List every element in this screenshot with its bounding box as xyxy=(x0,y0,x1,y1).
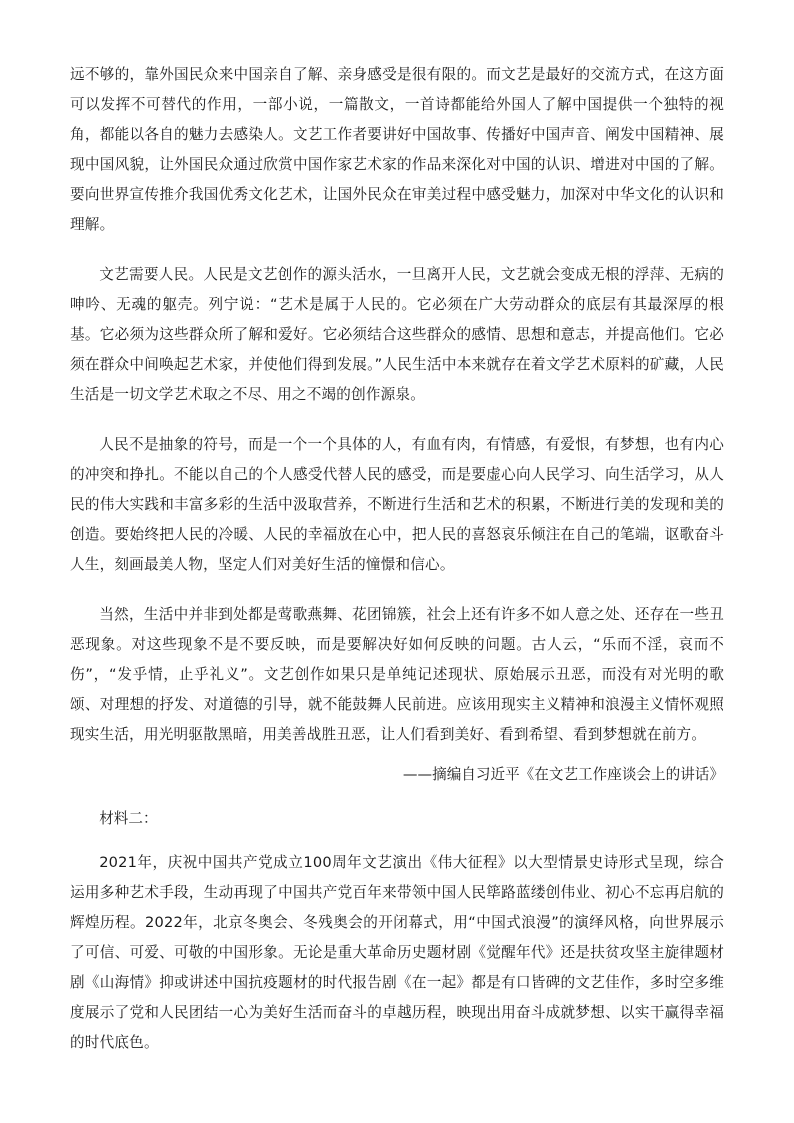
source-citation: ——摘编自习近平《在文艺工作座谈会上的讲话》 xyxy=(402,766,724,783)
paragraph-continuation: 远不够的，靠外国民众来中国亲自了解、亲身感受是很有限的。而文艺是最好的交流方式，在这方面可以发挥不可替代的作用，一部小说，一篇散文，一首诗都能给外国人了解中国提供一个独特的视角，都能以各自的魅力去感染人。文艺工作者要讲好中国故事、传播好中国声音、阐发中国精神、展现中国风貌，让外国民众通过欣赏中国作家艺术家的作品来深化对中国的认识、增进对中国的了解。要向世界宣传推介我国优秀文化艺术，让国外民众在审美过程中感受魅力，加深对中华文化的认识和理解。 xyxy=(70,66,724,233)
paragraph-material-two: 2021年，庆祝中国共产党成立100周年文艺演出《伟大征程》以大型情景史诗形式呈现，综合运用多种艺术手段，生动再现了中国共产党百年来带领中国人民筚路蓝缕创伟业、初心不忘再启航的辉煌历程。2022年，北京冬奥会、冬残奥会的开闭幕式，用“中国式浪漫”的演绎风格，向世界展示了可信、可爱、可敬的中国形象。无论是重大革命历史题材剧《觉醒年代》还是扶贫攻坚主旋律题材剧《山海情》抑或讲述中国抗疫题材的时代报告剧《在一起》都是有口皆碑的文艺佳作，多时空多维度展示了党和人民团结一心为美好生活而奋斗的卓越历程，映现出用奋斗成就梦想、以实干赢得幸福的时代底色。 xyxy=(70,854,724,1051)
paragraph-art-needs-people: 文艺需要人民。人民是文艺创作的源头活水，一旦离开人民，文艺就会变成无根的浮萍、无病的呻吟、无魂的躯壳。列宁说：“艺术是属于人民的。它必须在广大劳动群众的底层有其最深厚的根基。它必须为这些群众所了解和爱好。它必须结合这些群众的感情、思想和意志，并提高他们。它必须在群众中间唤起艺术家，并使他们得到发展。”人民生活中本来就存在着文学艺术原料的矿藏，人民生活是一切文学艺术取之不尽、用之不竭的创作源泉。 xyxy=(70,266,724,403)
paragraph-life-not-all-bright: 当然，生活中并非到处都是莺歌燕舞、花团锦簇，社会上还有许多不如人意之处、还存在一些丑恶现象。对这些现象不是不要反映，而是要解决好如何反映的问题。古人云，“乐而不淫，哀而不伤”，“发乎情，止乎礼义”。文艺创作如果只是单纯记述现状、原始展示丑恶，而没有对光明的歌颂、对理想的抒发、对道德的引导，就不能鼓舞人民前进。应该用现实主义精神和浪漫主义情怀观照现实生活，用光明驱散黑暗，用美善战胜丑恶，让人们看到美好、看到希望、看到梦想就在前方。 xyxy=(70,606,724,743)
paragraph-people-not-abstract: 人民不是抽象的符号，而是一个一个具体的人，有血有肉，有情感，有爱恨，有梦想，也有内心的冲突和挣扎。不能以自己的个人感受代替人民的感受，而是要虚心向人民学习、向生活学习，从人民的伟大实践和丰富多彩的生活中汲取营养，不断进行生活和艺术的积累，不断进行美的发现和美的创造。要始终把人民的冷暖、人民的幸福放在心中，把人民的喜怒哀乐倾注在自己的笔端，讴歌奋斗人生，刻画最美人物，坚定人们对美好生活的憧憬和信心。 xyxy=(70,436,724,573)
material-two-label: 材料二： xyxy=(99,810,158,827)
